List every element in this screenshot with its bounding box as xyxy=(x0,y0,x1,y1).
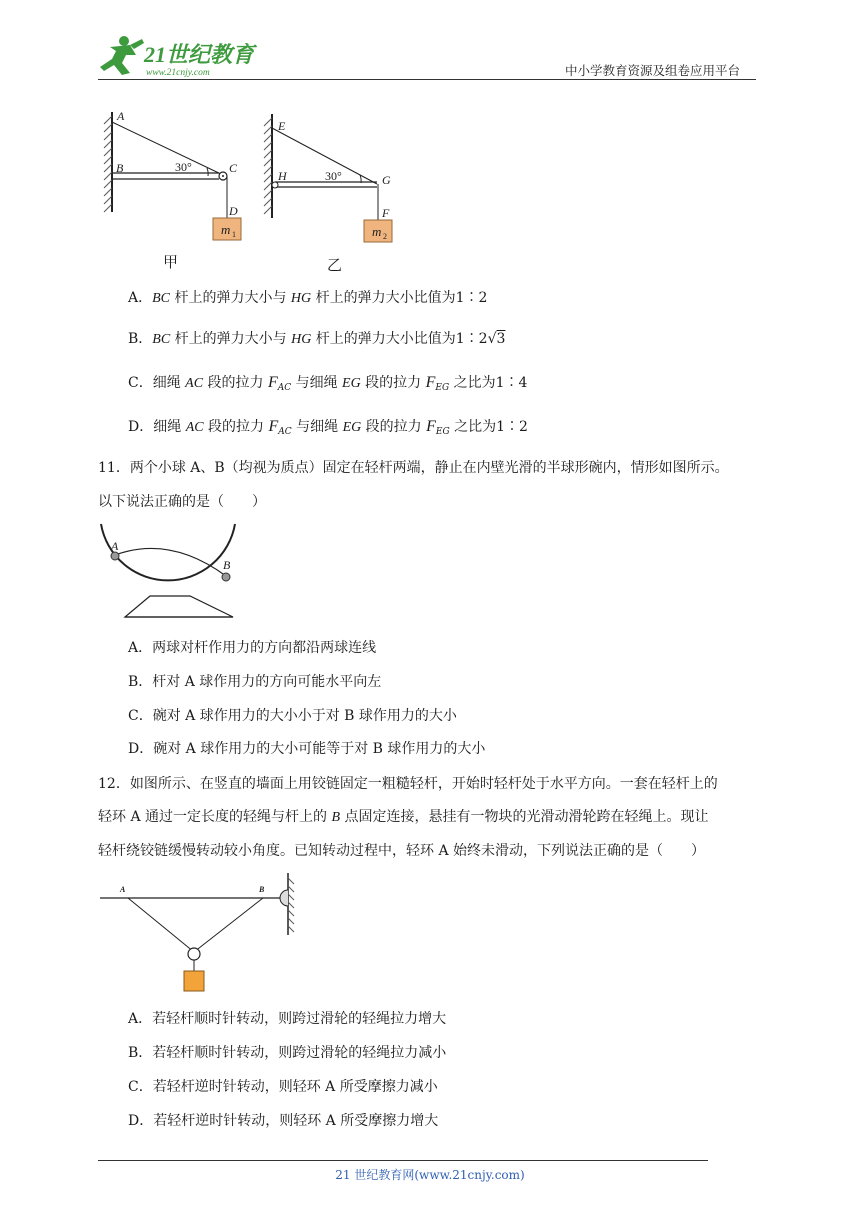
q10-option-a[interactable] xyxy=(128,287,487,307)
option-text: 之比为1∶4 xyxy=(449,375,528,391)
q11-option-a[interactable]: A．两球对杆作用力的方向都沿两球连线 xyxy=(128,640,377,656)
option-text: 杆上的弹力大小比值为1∶2 xyxy=(311,331,488,347)
ring-a-label: A xyxy=(120,885,126,894)
q12-option-d[interactable]: D．若轻杆逆时针转动，则轻环 A 所受摩擦力增大 xyxy=(128,1113,439,1129)
q11-option-d[interactable]: D．碗对 A 球作用力的大小可能等于对 B 球作用力的大小 xyxy=(128,741,486,757)
ball-a-label: A xyxy=(111,539,119,553)
var-hg: HG xyxy=(290,291,312,306)
force-sub-ac: AC xyxy=(277,383,292,393)
var-ac: AC xyxy=(185,420,204,435)
q12-option-b[interactable]: B．若轻杆顺时针转动，则跨过滑轮的轻绳拉力减小 xyxy=(128,1045,447,1061)
mass-m1-label: m xyxy=(221,222,231,237)
option-prefix: C．细绳 xyxy=(128,375,186,391)
ball-b-label: B xyxy=(223,558,231,572)
header-divider xyxy=(98,79,756,80)
label-g: G xyxy=(382,173,391,187)
force-f-ac: F xyxy=(267,374,278,391)
q11-option-b[interactable]: B．杆对 A 球作用力的方向可能水平向左 xyxy=(128,674,382,690)
label-f: F xyxy=(382,206,390,220)
point-b-label: B xyxy=(259,885,265,894)
q12-option-c[interactable]: C．若轻杆逆时针转动，则轻环 A 所受摩擦力减小 xyxy=(128,1079,438,1095)
option-text: 与细绳 xyxy=(291,419,343,435)
force-f-eg: F xyxy=(425,374,436,391)
label-c: C xyxy=(229,161,238,175)
q10-option-c[interactable] xyxy=(128,372,527,393)
q10-option-b[interactable] xyxy=(128,328,505,348)
label-e: E xyxy=(278,119,286,133)
header-platform-text: 中小学教育资源及组卷应用平台 xyxy=(565,63,741,78)
q11-stem-line2: 以下说法正确的是（ ） xyxy=(98,494,266,510)
var-eg: EG xyxy=(342,420,362,435)
force-sub-eg: EG xyxy=(435,383,450,393)
q12-stem-line2 xyxy=(98,806,708,826)
var-ac: AC xyxy=(185,376,204,391)
option-text: 段的拉力 xyxy=(203,419,269,435)
label-b: B xyxy=(116,161,124,175)
option-prefix: D．细绳 xyxy=(128,419,186,435)
var-bc: BC xyxy=(152,332,171,347)
q12-figure xyxy=(98,870,298,995)
mass-m2-label: m xyxy=(372,224,382,239)
q12-option-a[interactable]: A．若轻杆顺时针转动，则跨过滑轮的轻绳拉力增大 xyxy=(128,1011,447,1027)
q11-figure xyxy=(95,520,255,620)
caption-yi: 乙 xyxy=(327,256,343,274)
angle-label-right: 30° xyxy=(325,169,342,183)
option-text: 之比为1∶2 xyxy=(449,419,528,435)
option-prefix: A． xyxy=(128,290,153,306)
sqrt-radicand: 3 xyxy=(496,331,506,347)
force-sub-eg: EG xyxy=(435,427,450,437)
option-text: 杆上的弹力大小比值为1∶2 xyxy=(311,290,488,306)
figure-jia xyxy=(104,109,241,240)
hanging-block xyxy=(184,971,204,991)
mass-m1-sub: 1 xyxy=(232,230,236,239)
q12-stem-line1: 12．如图所示、在竖直的墙面上用铰链固定一粗糙轻杆，开始时轻杆处于水平方向。一套在轻杆上的 xyxy=(98,776,718,792)
var-hg: HG xyxy=(291,332,312,347)
option-text: 杆上的弹力大小与 xyxy=(170,331,292,347)
label-a: A xyxy=(117,109,125,123)
option-text: 与细绳 xyxy=(291,375,343,391)
q10-option-d[interactable] xyxy=(128,416,528,437)
stem-text: 点固定连接，悬挂有一物块的光滑动滑轮跨在轻绳上。现让 xyxy=(340,809,709,825)
option-prefix: B． xyxy=(128,331,153,347)
logo-graphic xyxy=(96,33,266,79)
option-text: 段的拉力 xyxy=(361,419,427,435)
force-f-eg: F xyxy=(426,418,436,435)
angle-label-left: 30° xyxy=(175,160,192,174)
var-bc: BC xyxy=(152,291,171,306)
q11-stem-line1: 11．两个小球 A、B（均视为质点）固定在轻杆两端，静止在内壁光滑的半球形碗内，情形如图所示。 xyxy=(98,460,729,476)
var-eg: EG xyxy=(342,376,361,391)
sqrt-sign: √ xyxy=(487,331,497,347)
logo-main-text: 21世纪教育 xyxy=(144,42,255,67)
force-f-ac: F xyxy=(268,418,279,435)
stem-text: 轻环 A 通过一定长度的轻绳与杆上的 xyxy=(98,809,332,825)
mass-m2-sub: 2 xyxy=(383,232,387,241)
q10-figure xyxy=(95,100,415,280)
site-logo xyxy=(96,33,266,79)
label-d: D xyxy=(229,204,238,218)
q12-stem-line3: 轻杆绕铰链缓慢转动较小角度。已知转动过程中，轻环 A 始终未滑动，下列说法正确的是（ ） xyxy=(98,843,706,859)
option-text: 杆上的弹力大小与 xyxy=(170,290,291,306)
label-h: H xyxy=(278,169,287,183)
q11-option-c[interactable]: C．碗对 A 球作用力的大小小于对 B 球作用力的大小 xyxy=(128,708,457,724)
figure-yi xyxy=(264,114,392,242)
caption-jia: 甲 xyxy=(163,253,179,271)
footer-divider xyxy=(98,1160,708,1161)
var-b: B xyxy=(331,810,341,825)
logo-url-text: www.21cnjy.com xyxy=(146,68,210,78)
force-sub-ac: AC xyxy=(278,427,292,437)
option-text: 段的拉力 xyxy=(203,375,268,391)
option-text: 段的拉力 xyxy=(360,375,426,391)
footer-link[interactable]: 21 世纪教育网(www.21cnjy.com) xyxy=(335,1168,525,1182)
